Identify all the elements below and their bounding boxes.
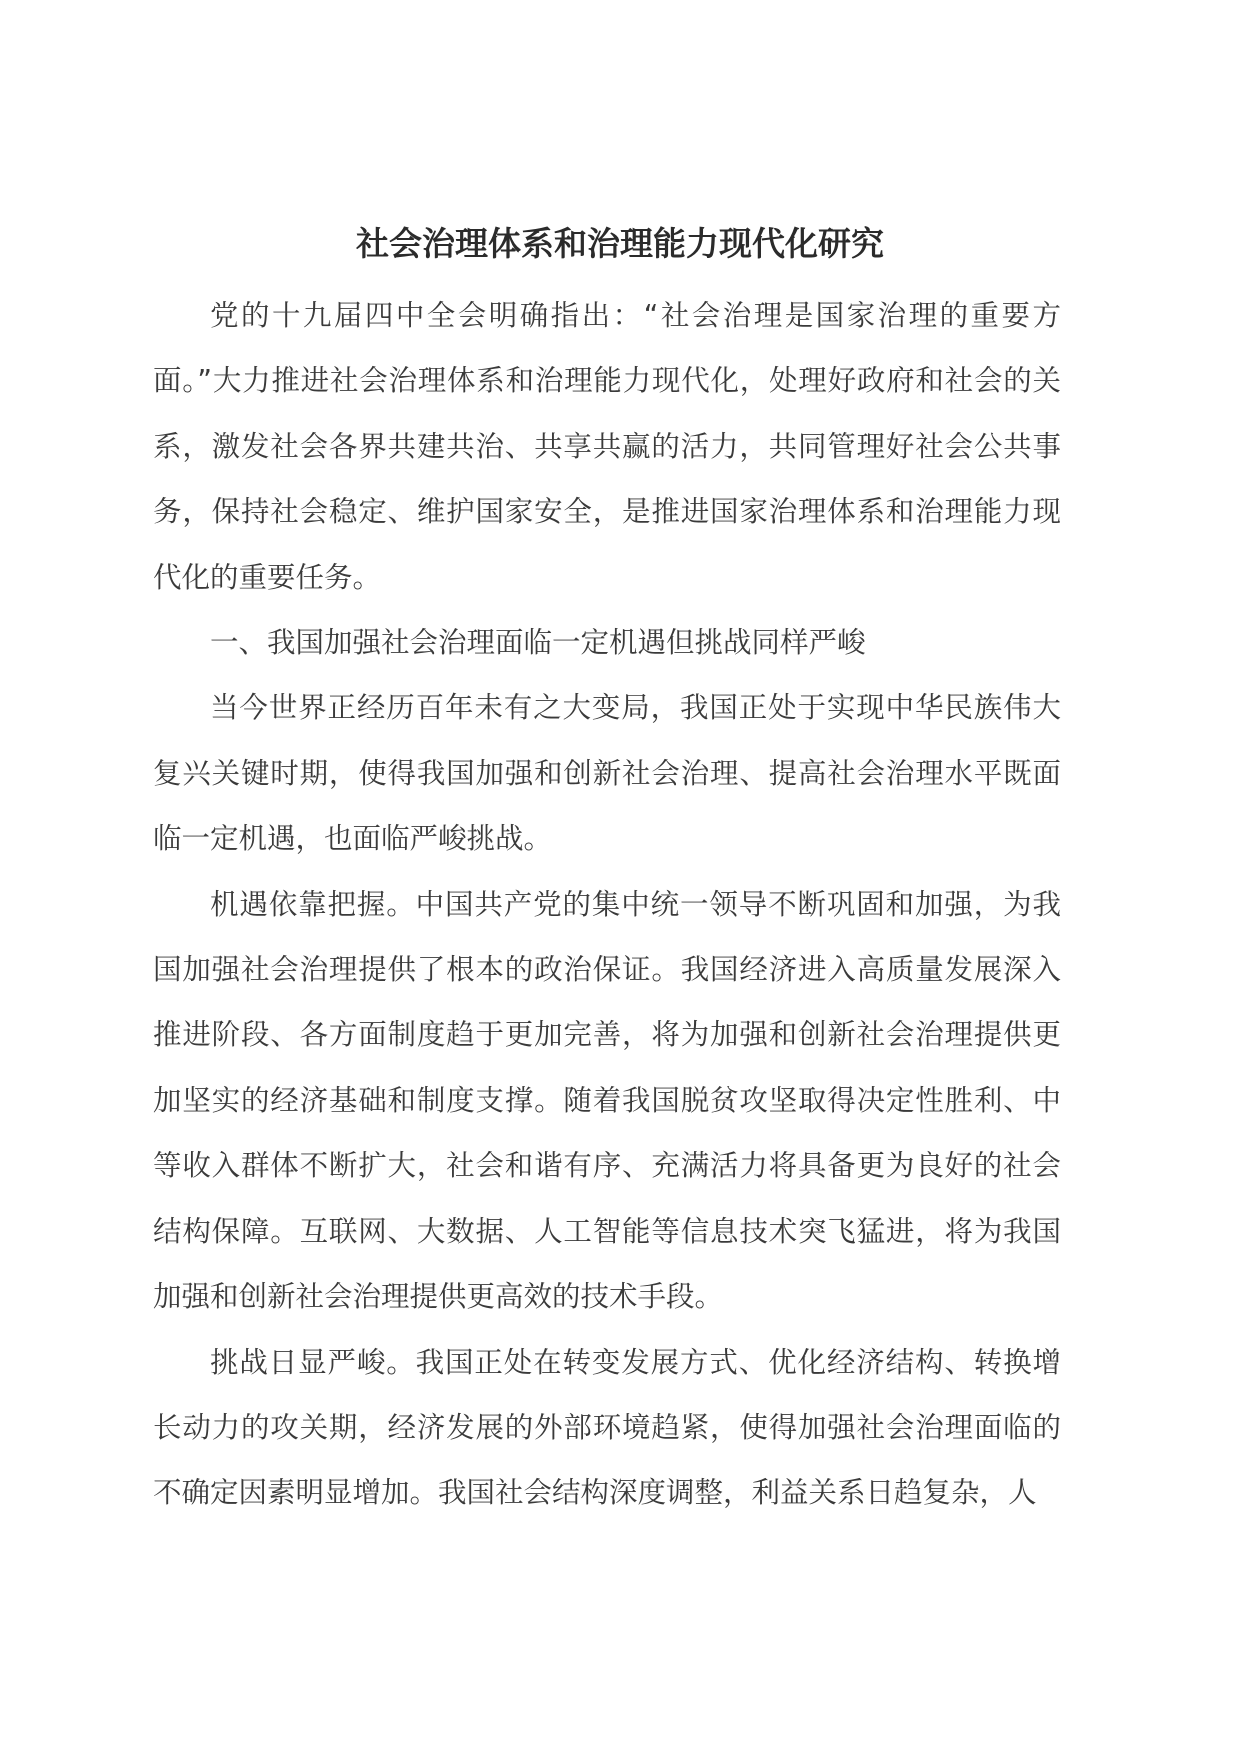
document-title: 社会治理体系和治理能力现代化研究: [356, 224, 884, 263]
section-heading: 一、我国加强社会治理面临一定机遇但挑战同样严峻: [210, 626, 866, 660]
paragraph-opportunities: 机遇依靠把握。中国共产党的集中统一领导不断巩固和加强，为我国加强社会治理提供了根本的政治保证。我国经济进入高质量发展深入推进阶段、各方面制度趋于更加完善，将为加强和创新社会治理提供更加坚实的经济基础和制度支撑。随着我国脱贫攻坚取得决定性胜利、中等收入群体不断扩大，社会和谐有序、充满活力将具备更为良好的社会结构保障。互联网、大数据、人工智能等信息技术突飞猛进，将为我国加强和创新社会治理提供更高效的技术手段。: [153, 887, 1061, 1314]
document-body: [153, 283, 1061, 1526]
paragraph-intro: 党的十九届四中全会明确指出：“社会治理是国家治理的重要方面。”大力推进社会治理体系和治理能力现代化，处理好政府和社会的关系，激发社会各界共建共治、共享共赢的活力，共同管理好社会公共事务，保持社会稳定、维护国家安全，是推进国家治理体系和治理能力现代化的重要任务。: [153, 299, 1061, 594]
paragraph-context: 当今世界正经历百年未有之大变局，我国正处于实现中华民族伟大复兴关键时期，使得我国加强和创新社会治理、提高社会治理水平既面临一定机遇，也面临严峻挑战。: [153, 691, 1061, 856]
paragraph-challenges: 挑战日显严峻。我国正处在转变发展方式、优化经济结构、转换增长动力的攻关期，经济发展的外部环境趋紧，使得加强社会治理面临的不确定因素明显增加。我国社会结构深度调整，利益关系日趋复杂，人: [153, 1345, 1061, 1510]
